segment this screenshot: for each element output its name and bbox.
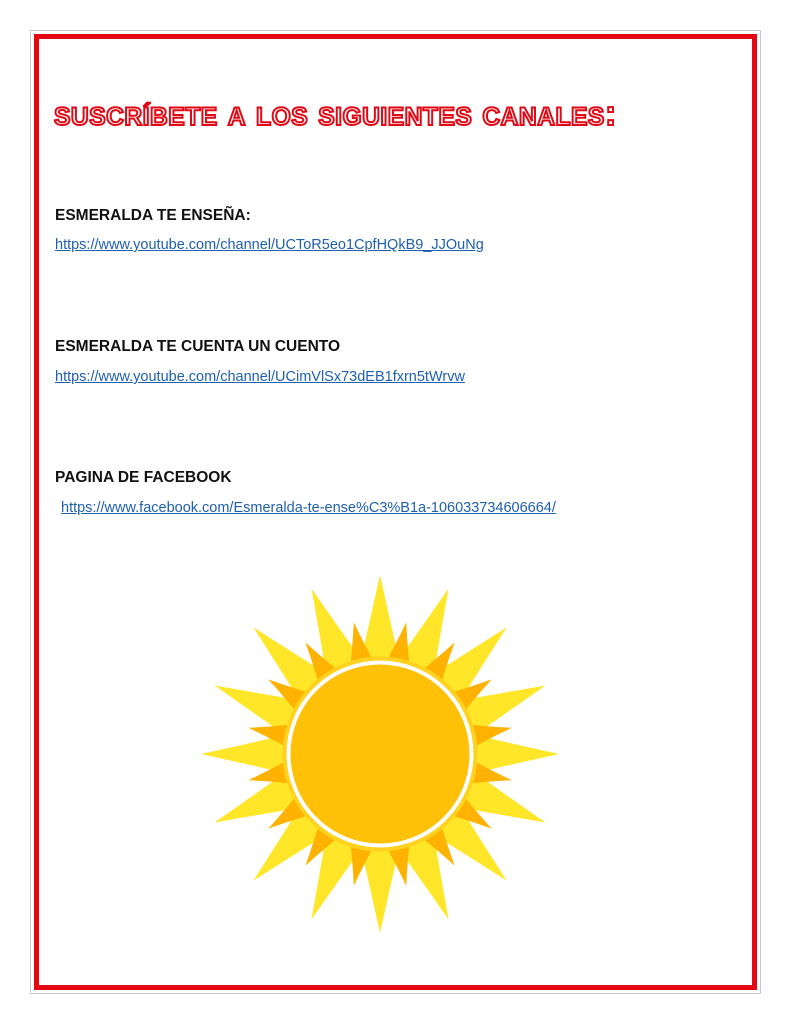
sun-core (288, 662, 471, 845)
facebook-link[interactable]: https://www.facebook.com/Esmeralda-te-ense%C3%B1a-106033734606664/ (61, 500, 556, 516)
section-heading-pagina-de-facebook: PAGINA DE FACEBOOK (55, 469, 232, 486)
section-heading-esmeralda-te-ensena: ESMERALDA TE ENSEÑA: (55, 207, 251, 224)
sun-icon (196, 570, 564, 938)
page-title: suscríbete a los siguientes canales: (54, 94, 617, 133)
youtube-link-esmeralda-te-ensena[interactable]: https://www.youtube.com/channel/UCToR5eo1CpfHQkB9_JJOuNg (55, 237, 484, 253)
youtube-link-esmeralda-te-cuenta-un-cuento[interactable]: https://www.youtube.com/channel/UCimVlSx73dEB1fxrn5tWrvw (55, 369, 465, 385)
section-heading-esmeralda-te-cuenta-un-cuento: ESMERALDA TE CUENTA UN CUENTO (55, 338, 341, 355)
